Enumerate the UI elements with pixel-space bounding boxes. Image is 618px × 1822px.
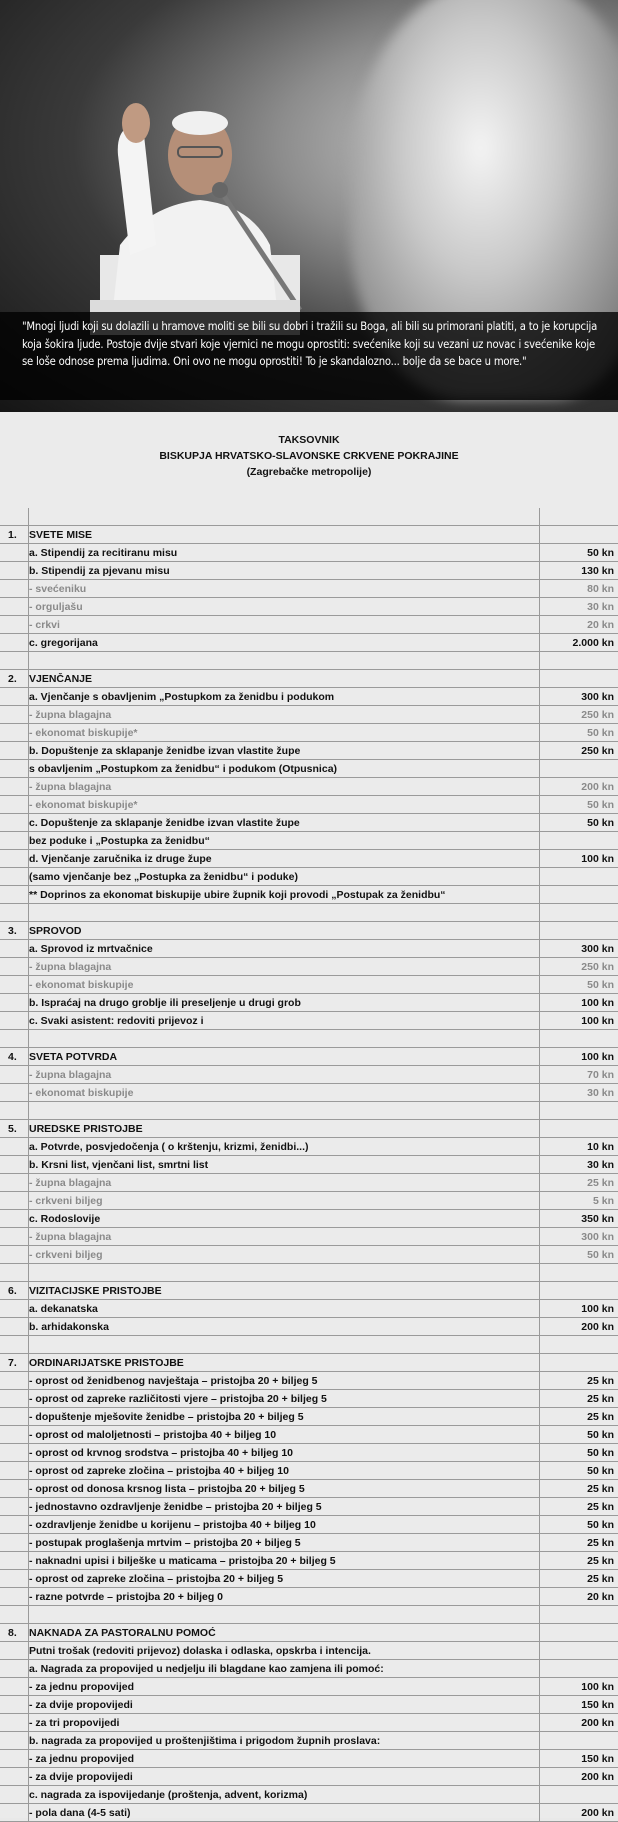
row-amount: 25 kn: [587, 1555, 614, 1567]
table-row: [0, 1120, 618, 1138]
table-row: [0, 958, 618, 976]
row-label: - župna blagajna: [29, 1069, 112, 1081]
document-subtitle-2: (Zagrebačke metropolije): [246, 466, 372, 478]
table-row: [0, 1732, 618, 1750]
row-label: - župna blagajna: [29, 961, 112, 973]
row-amount: 300 kn: [581, 943, 614, 955]
row-label: - ozdravljenje ženidbe u korijenu – pristojba 40 + biljeg 10: [29, 1519, 316, 1531]
row-label: - župna blagajna: [29, 1177, 112, 1189]
row-amount: 200 kn: [581, 1717, 614, 1729]
table-row: [0, 1534, 618, 1552]
row-label: b. Dopuštenje za sklapanje ženidbe izvan vlastite župe: [29, 745, 301, 757]
table-row: [0, 1228, 618, 1246]
document-header: [0, 412, 618, 480]
fee-table: [0, 508, 618, 1822]
row-amount: 25 kn: [587, 1483, 614, 1495]
table-row: [0, 652, 618, 670]
row-label: - crkvi: [29, 619, 60, 631]
row-label: VIZITACIJSKE PRISTOJBE: [29, 1285, 162, 1297]
pope-figure: [70, 95, 320, 335]
row-label: Putni trošak (redoviti prijevoz) dolaska i odlaska, opskrba i intencija.: [29, 1645, 371, 1657]
row-label: (samo vjenčanje bez „Postupka za ženidbu“ i poduke): [29, 871, 298, 883]
row-label: - oprost od krvnog srodstva – pristojba 40 + biljeg 10: [29, 1447, 294, 1459]
row-label: a. Potvrde, posvjedočenja ( o krštenju, krizmi, ženidbi...): [29, 1141, 309, 1153]
row-label: - oprost od zapreke zločina – pristojba 20 + biljeg 5: [29, 1573, 284, 1585]
row-label: - za jednu propovijed: [29, 1753, 135, 1765]
table-row: [0, 1210, 618, 1228]
table-row: [0, 580, 618, 598]
table-row: [0, 1570, 618, 1588]
row-amount: 200 kn: [581, 781, 614, 793]
row-label: - ekonomat biskupije*: [29, 727, 138, 739]
row-amount: 100 kn: [581, 1303, 614, 1315]
row-amount: 50 kn: [587, 1429, 614, 1441]
row-label: a. Vjenčanje s obavljenim „Postupkom za ženidbu i podukom: [29, 691, 335, 703]
table-row: [0, 1480, 618, 1498]
table-row: [0, 616, 618, 634]
table-row: [0, 1174, 618, 1192]
row-label: a. Nagrada za propovijed u nedjelju ili blagdane kao zamjena ili pomoć:: [29, 1663, 384, 1675]
row-label: VJENČANJE: [29, 673, 93, 685]
row-label: UREDSKE PRISTOJBE: [29, 1123, 143, 1135]
row-amount: 50 kn: [587, 979, 614, 991]
table-row: [0, 814, 618, 832]
quote-caption: "Mnogi ljudi koji su dolazili u hramove moliti se bili su dobri i tražili su Boga, ali bili su primorani platiti, a to je korupcija koja šokira ljude. Postoje dvije stvari koje vjernici ne mogu oprostiti: svećenike koji su vezani uz novac i svećenike koje se loše odnose prema ljudima. Oni ovo ne mogu oprostiti! To je skandalozno... bolje da se bace u more.": [0, 312, 618, 400]
table-row: [0, 1426, 618, 1444]
table-row: [0, 904, 618, 922]
row-label: - dopuštenje mješovite ženidbe – pristojba 20 + biljeg 5: [29, 1411, 304, 1423]
table-row: [0, 1084, 618, 1102]
table-row: [0, 724, 618, 742]
row-label: - župna blagajna: [29, 781, 112, 793]
row-label: - oprost od zapreke različitosti vjere – pristojba 20 + biljeg 5: [29, 1393, 327, 1405]
row-number: 8.: [8, 1627, 17, 1639]
table-row: [0, 994, 618, 1012]
row-amount: 30 kn: [587, 601, 614, 613]
row-amount: 250 kn: [581, 961, 614, 973]
row-amount: 150 kn: [581, 1753, 614, 1765]
row-number: 6.: [8, 1285, 17, 1297]
row-amount: 25 kn: [587, 1501, 614, 1513]
row-amount: 25 kn: [587, 1177, 614, 1189]
row-label: - župna blagajna: [29, 709, 112, 721]
row-amount: 200 kn: [581, 1771, 614, 1783]
row-label: - oprost od zapreke zločina – pristojba 40 + biljeg 10: [29, 1465, 289, 1477]
document-page: [0, 412, 618, 1818]
table-row: [0, 1354, 618, 1372]
table-row: [0, 670, 618, 688]
row-label: c. Svaki asistent: redoviti prijevoz i: [29, 1015, 204, 1027]
table-row: [0, 1192, 618, 1210]
table-row: [0, 508, 618, 526]
row-label: b. Krsni list, vjenčani list, smrtni list: [29, 1159, 209, 1171]
document-title: TAKSOVNIK: [278, 434, 340, 446]
row-label: b. Ispraćaj na drugo groblje ili preseljenje u drugi grob: [29, 997, 301, 1009]
row-label: - naknadni upisi i bilješke u maticama – pristojba 20 + biljeg 5: [29, 1555, 336, 1567]
row-label: - oprost od maloljetnosti – pristojba 40 + biljeg 10: [29, 1429, 277, 1441]
row-label: c. gregorijana: [29, 637, 98, 649]
row-amount: 150 kn: [581, 1699, 614, 1711]
table-row: [0, 1786, 618, 1804]
row-label: - razne potvrde – pristojba 20 + biljeg 0: [29, 1591, 224, 1603]
row-amount: 2.000 kn: [572, 637, 614, 649]
row-label: c. Dopuštenje za sklapanje ženidbe izvan vlastite župe: [29, 817, 300, 829]
table-row: [0, 850, 618, 868]
table-row: [0, 1714, 618, 1732]
table-row: [0, 1750, 618, 1768]
row-amount: 20 kn: [587, 1591, 614, 1603]
table-row: [0, 1768, 618, 1786]
table-row: [0, 1624, 618, 1642]
row-label: - oprost od donosa krsnog lista – pristojba 20 + biljeg 5: [29, 1483, 305, 1495]
row-amount: 20 kn: [587, 619, 614, 631]
table-row: [0, 1030, 618, 1048]
row-amount: 300 kn: [581, 1231, 614, 1243]
table-row: [0, 1588, 618, 1606]
row-amount: 300 kn: [581, 691, 614, 703]
row-label: - oprost od ženidbenog navještaja – pristojba 20 + biljeg 5: [29, 1375, 318, 1387]
row-number: 4.: [8, 1051, 17, 1063]
table-row: [0, 1498, 618, 1516]
row-label: - postupak proglašenja mrtvim – pristojba 20 + biljeg 5: [29, 1537, 301, 1549]
table-row: [0, 1678, 618, 1696]
row-amount: 25 kn: [587, 1393, 614, 1405]
table-row: [0, 886, 618, 904]
row-amount: 10 kn: [587, 1141, 614, 1153]
row-amount: 100 kn: [581, 853, 614, 865]
table-row: [0, 976, 618, 994]
row-amount: 50 kn: [587, 1465, 614, 1477]
row-amount: 350 kn: [581, 1213, 614, 1225]
row-label: SPROVOD: [29, 925, 82, 937]
row-label: NAKNADA ZA PASTORALNU POMOĆ: [29, 1627, 216, 1639]
table-row: [0, 1372, 618, 1390]
row-amount: 80 kn: [587, 583, 614, 595]
row-label: ** Doprinos za ekonomat biskupije ubire župnik koji provodi „Postupak za ženidbu“: [29, 889, 446, 901]
table-row: [0, 1300, 618, 1318]
row-amount: 50 kn: [587, 1249, 614, 1261]
table-row: [0, 1102, 618, 1120]
table-row: [0, 1066, 618, 1084]
table-row: [0, 940, 618, 958]
table-row: [0, 1138, 618, 1156]
row-label: - svećeniku: [29, 583, 87, 595]
table-row: [0, 1012, 618, 1030]
row-amount: 100 kn: [581, 1051, 614, 1063]
table-row: [0, 1282, 618, 1300]
row-label: c. nagrada za ispovijedanje (proštenja, advent, korizma): [29, 1789, 308, 1801]
row-amount: 25 kn: [587, 1411, 614, 1423]
table-row: [0, 1804, 618, 1822]
row-label: - za jednu propovijed: [29, 1681, 135, 1693]
row-label: - jednostavno ozdravljenje ženidbe – pristojba 20 + biljeg 5: [29, 1501, 322, 1513]
row-label: SVETA POTVRDA: [29, 1051, 118, 1063]
row-label: a. Stipendij za recitiranu misu: [29, 547, 178, 559]
table-row: [0, 1606, 618, 1624]
row-label: c. Rodoslovije: [29, 1213, 101, 1225]
row-label: - ekonomat biskupije: [29, 979, 134, 991]
row-amount: 100 kn: [581, 997, 614, 1009]
row-number: 3.: [8, 925, 17, 937]
table-row: [0, 1048, 618, 1066]
row-label: - crkveni biljeg: [29, 1195, 103, 1207]
row-label: - za dvije propovijedi: [29, 1771, 133, 1783]
row-amount: 50 kn: [587, 727, 614, 739]
table-row: [0, 526, 618, 544]
row-amount: 100 kn: [581, 1015, 614, 1027]
row-amount: 50 kn: [587, 817, 614, 829]
row-label: - župna blagajna: [29, 1231, 112, 1243]
row-amount: 25 kn: [587, 1375, 614, 1387]
row-amount: 200 kn: [581, 1807, 614, 1819]
row-amount: 30 kn: [587, 1159, 614, 1171]
table-row: [0, 688, 618, 706]
table-row: [0, 598, 618, 616]
row-label: ORDINARIJATSKE PRISTOJBE: [29, 1357, 184, 1369]
table-row: [0, 1462, 618, 1480]
row-amount: 25 kn: [587, 1573, 614, 1585]
row-amount: 50 kn: [587, 1519, 614, 1531]
table-row: [0, 778, 618, 796]
row-label: b. arhidakonska: [29, 1321, 109, 1333]
row-label: b. nagrada za propovijed u proštenjištima i prigodom župnih proslava:: [29, 1735, 381, 1747]
row-label: - za dvije propovijedi: [29, 1699, 133, 1711]
row-label: d. Vjenčanje zaručnika iz druge župe: [29, 853, 212, 865]
table-row: [0, 1444, 618, 1462]
hero-photo: [0, 0, 618, 412]
row-amount: 30 kn: [587, 1087, 614, 1099]
table-row: [0, 832, 618, 850]
row-amount: 50 kn: [587, 1447, 614, 1459]
row-amount: 5 kn: [592, 1195, 614, 1207]
row-label: bez poduke i „Postupka za ženidbu“: [29, 835, 210, 847]
row-amount: 250 kn: [581, 745, 614, 757]
table-row: [0, 1318, 618, 1336]
row-label: a. Sprovod iz mrtvačnice: [29, 943, 153, 955]
table-row: [0, 1552, 618, 1570]
row-amount: 50 kn: [587, 799, 614, 811]
row-label: - orguljašu: [29, 601, 83, 613]
table-row: [0, 796, 618, 814]
table-row: [0, 1660, 618, 1678]
row-number: 2.: [8, 673, 17, 685]
row-amount: 50 kn: [587, 547, 614, 559]
row-number: 7.: [8, 1357, 17, 1369]
row-label: b. Stipendij za pjevanu misu: [29, 565, 170, 577]
row-label: s obavljenim „Postupkom za ženidbu“ i podukom (Otpusnica): [29, 763, 338, 775]
row-number: 1.: [8, 529, 17, 541]
table-row: [0, 1696, 618, 1714]
table-row: [0, 922, 618, 940]
row-number: 5.: [8, 1123, 17, 1135]
table-row: [0, 1246, 618, 1264]
table-row: [0, 1336, 618, 1354]
table-row: [0, 634, 618, 652]
row-amount: 200 kn: [581, 1321, 614, 1333]
table-row: [0, 1156, 618, 1174]
table-row: [0, 706, 618, 724]
table-row: [0, 544, 618, 562]
row-amount: 250 kn: [581, 709, 614, 721]
table-row: [0, 1408, 618, 1426]
table-row: [0, 1264, 618, 1282]
row-amount: 100 kn: [581, 1681, 614, 1693]
row-label: - ekonomat biskupije: [29, 1087, 134, 1099]
document-subtitle: BISKUPJA HRVATSKO-SLAVONSKE CRKVENE POKRAJINE: [159, 450, 459, 462]
row-amount: 130 kn: [581, 565, 614, 577]
table-row: [0, 760, 618, 778]
row-label: - pola dana (4-5 sati): [29, 1807, 131, 1819]
row-label: - za tri propovijedi: [29, 1717, 120, 1729]
table-row: [0, 742, 618, 760]
table-row: [0, 868, 618, 886]
row-label: a. dekanatska: [29, 1303, 98, 1315]
row-label: - crkveni biljeg: [29, 1249, 103, 1261]
row-amount: 70 kn: [587, 1069, 614, 1081]
table-row: [0, 1642, 618, 1660]
row-label: - ekonomat biskupije*: [29, 799, 138, 811]
row-label: SVETE MISE: [29, 529, 93, 541]
row-amount: 25 kn: [587, 1537, 614, 1549]
table-row: [0, 1516, 618, 1534]
table-row: [0, 562, 618, 580]
table-row: [0, 1390, 618, 1408]
